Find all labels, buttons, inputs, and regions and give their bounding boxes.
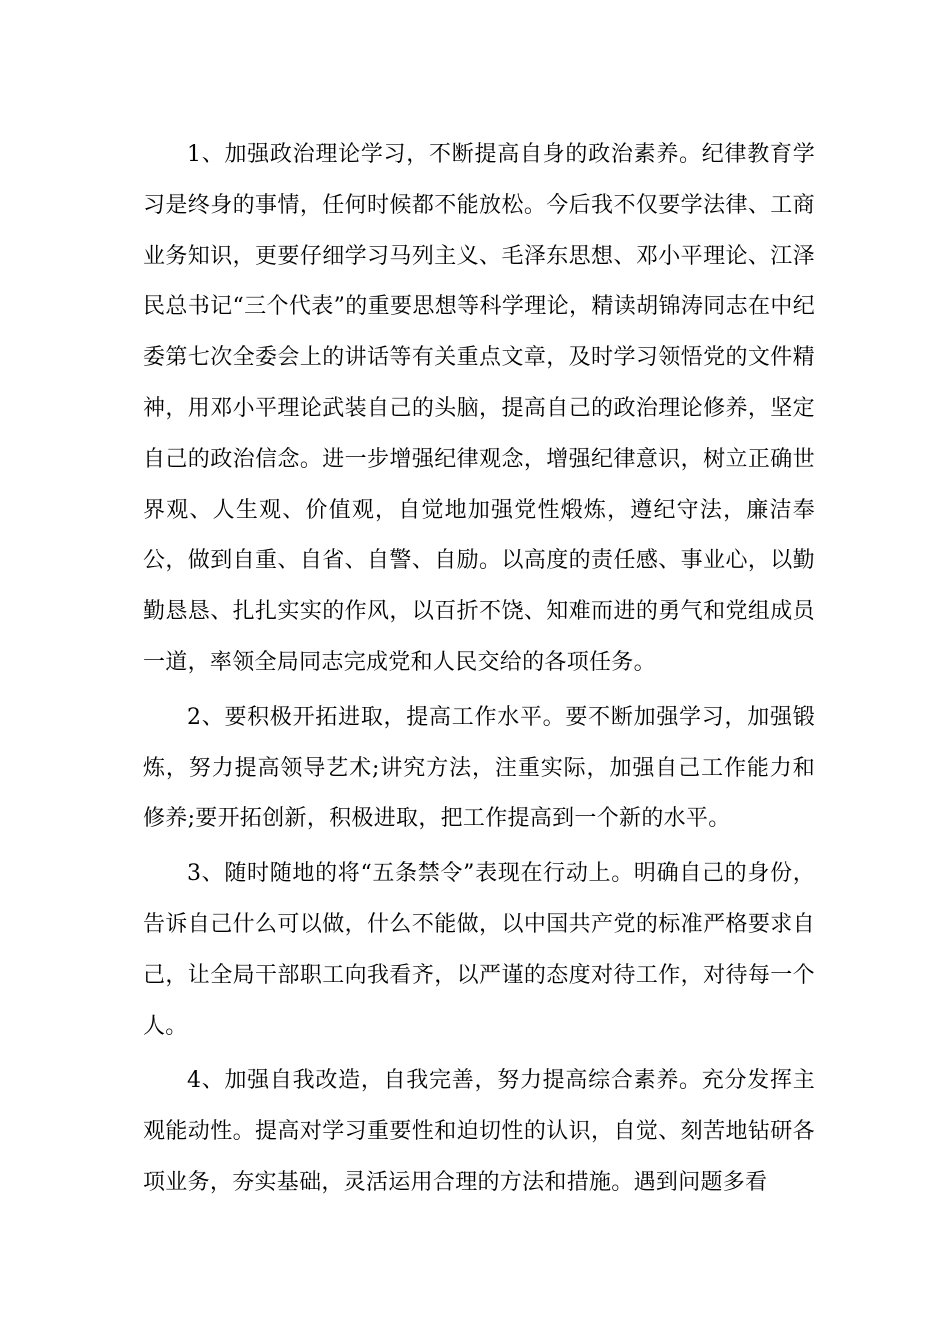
document-body <box>143 130 815 1213</box>
paragraph-1: 1、加强政治理论学习，不断提高自身的政治素养。纪律教育学习是终身的事情，任何时候都不能放松。今后我不仅要学法律、工商业务知识，更要仔细学习马列主义、毛泽东思想、邓小平理论、江泽民总书记“三个代表”的重要思想等科学理论，精读胡锦涛同志在中纪委第七次全委会上的讲话等有关重点文章，及时学习领悟党的文件精神，用邓小平理论武装自己的头脑，提高自己的政治理论修养，坚定自己的政治信念。进一步增强纪律观念，增强纪律意识，树立正确世界观、人生观、价值观，自觉地加强党性煅炼，遵纪守法，廉洁奉公，做到自重、自省、自警、自励。以高度的责任感、事业心，以勤勤恳恳、扎扎实实的作风，以百折不饶、知难而进的勇气和党组成员一道，率领全局同志完成党和人民交给的各项任务。 <box>143 142 815 675</box>
paragraph-4: 4、加强自我改造，自我完善，努力提高综合素养。充分发挥主观能动性。提高对学习重要性和迫切性的认识，自觉、刻苦地钻研各项业务，夯实基础，灵活运用合理的方法和措施。遇到问题多看 <box>143 1068 815 1195</box>
paragraph-3: 3、随时随地的将“五条禁令”表现在行动上。明确自己的身份，告诉自己什么可以做，什么不能做，以中国共产党的标准严格要求自己，让全局干部职工向我看齐，以严谨的态度对待工作，对待每一个人。 <box>143 861 815 1039</box>
paragraph-2: 2、要积极开拓进取，提高工作水平。要不断加强学习，加强锻炼，努力提高领导艺术;讲究方法，注重实际，加强自己工作能力和修养;要开拓创新，积极进取，把工作提高到一个新的水平。 <box>143 704 815 832</box>
